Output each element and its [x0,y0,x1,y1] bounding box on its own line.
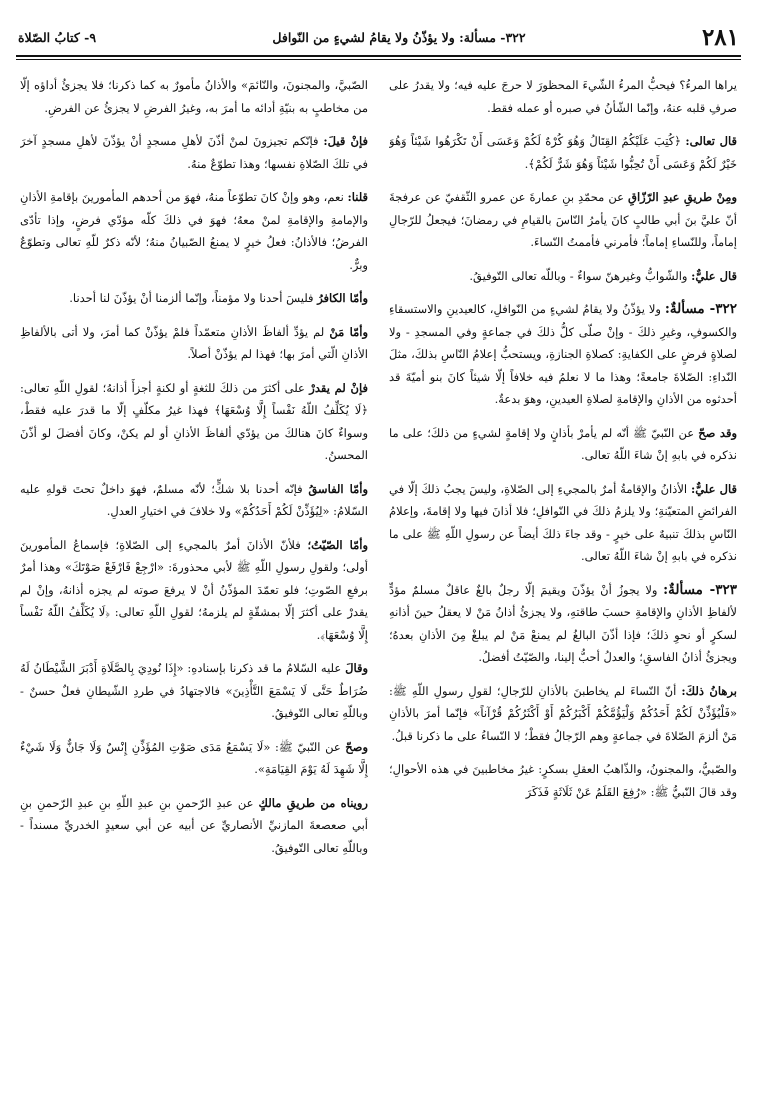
paragraph-text: ولا يجوزُ أنْ يؤذّنَ ويقيمَ إلّا رجلٌ بالغٌ عاقلٌ مسلمٌ مؤدٍّ لألفاظِ الأذانِ والإقامةِ حسبَ طاقتهِ، ولا يجزئُ أذانُ مَنْ لا يعقلُ حينَ أذانهِ لسكرٍ أو نحوِ ذلكَ؛ فإذا أذّنَ البالغُ لم يمنعْ مَنْ لم يبلغْ مِنَ الأذانِ بعدهُ؛ ويجزئُ أذانُ الفاسقِ؛ والعدلُ أحبُّ إلينا، والصّيّتُ أفضلُ. [389,582,737,664]
paragraph [20,736,368,781]
paragraph-lead: فإنْ لم يقدرْ [309,380,368,395]
paragraph [20,130,368,175]
paragraph [389,478,737,568]
left-column [20,74,368,1094]
paragraph-text: والشّوابُّ وغيرهنّ سواءٌ - وباللّه تعالى التّوفيقُ. [469,268,688,283]
right-column [389,74,737,1094]
paragraph-text: والصّبيُّ، والمجنونُ، والذّاهبُ العقلِ بسكرٍ: غيرُ مخاطبينَ في هذه الأحوالِ؛ وقد قالَ النّبيُّ ﷺ: «رُفِعَ القَلَمُ عَنْ ثَلَاثَةٍ فَذَكَرَ [389,762,737,799]
paragraph [389,130,737,175]
paragraph [20,377,368,467]
paragraph [389,298,737,411]
paragraph-lead: وقد صحّ [698,425,737,440]
paragraph-text: لم يؤدِّ ألفاظَ الأذانِ متعمّداً فلمْ يؤذّنْ كما أمرَ، ولا أتى بالألفاظِ الأذانِ الّتي أمرَ بها؛ فهذا لم يؤذّنْ أصلاً. [20,324,368,361]
paragraph-text: ﴿كُتِبَ عَلَيْكُمُ القِتَالُ وَهُوَ كُرْهٌ لَكُمْ وَعَسَى أَنْ تَكْرَهُوا شَيْئاً وَهُوَ خَيْرٌ لَكُمْ وَعَسَى أَنْ تُحِبُّوا شَيْئاً وَهُوَ شَرٌّ لَكُمْ﴾. [389,134,737,171]
paragraph [389,422,737,467]
paragraph [20,321,368,366]
paragraph-lead: ٣٢٢- مسألةٌ: [664,301,737,317]
paragraph-lead: وأمّا مَنْ [329,324,368,339]
paragraph [389,758,737,803]
running-title: ٣٢٢- مسألة: ولا يؤذّنُ ولا يقامُ لشيءٍ من النّوافل [272,29,526,45]
paragraph [20,478,368,523]
paragraph-lead: وأمّا الصّيّتُ؛ [307,537,368,552]
paragraph [389,74,737,119]
paragraph-lead: وأمّا الفاسقُ [308,481,368,496]
paragraph-text: عن النّبيّ ﷺ أنّه لم يأمرْ بأذانٍ ولا إقامةٍ لشيءٍ من ذلكَ؛ على ما نذكره في بابهِ إنْ شاءَ اللّهُ تعالى. [389,425,737,462]
paragraph [389,680,737,748]
page-header [18,22,739,52]
page-number: ٢٨١ [701,23,739,51]
paragraph [389,579,737,669]
paragraph-text: فليسَ أحدنا ولا مؤمناً، وإنّما ألزمنا أنْ يؤذّنَ لنا أحدنا. [69,291,314,305]
paragraph-text: عن عبدِ الرّحمنِ بنِ عبدِ اللّهِ بنِ عبدِ الرّحمنِ بنِ أبي صعصعةَ المازنيِّ الأنصاريِّ عن أبيه عن أبي سعيدٍ الخدريِّ مسنداً - وباللّهِ تعالى التّوفيقُ. [20,795,368,855]
paragraph-text: يراها المرءُ؟ فيحبُّ المرءُ الشّيءَ المحظورَ لا حرجَ عليه فيه؛ ولا يقدرُ على صرفِ قلبه عنهُ، وإنّما الشّأنُ في صبره أو عمله فقط. [389,78,737,115]
paragraph-lead: ومِنْ طريقِ عبدِ الرّزّاقِ [628,190,737,204]
paragraph-text: الصّبيَّ، والمجنونَ، والنّائمَ» والأذانُ مأمورٌ به كما ذكرنا؛ فلا يجزئُ أداؤه إلّا من مخاطبٍ به بنيّةِ أدائه ما أمرَ به، وغيرُ الفرضِ لا يجزئُ عن الفرضِ. [20,78,368,115]
header-rule-thin [16,59,741,60]
paragraph-lead: قال تعالى: [685,134,737,148]
paragraph-text: عليه السّلامُ ما قد ذكرنا بإسنادهِ: «إِذَا نُودِيَ بِالصَّلَاةِ أَدْبَرَ الشَّيْطَانُ لَهُ ضُرَاطٌ حَتَّى لَا يَسْمَعَ التَّأْذِينَ» فالاجتهادُ في طردِ الشّيطانِ فعلٌ حسنٌ - وباللّهِ تعالى التّوفيقُ. [20,661,368,720]
paragraph [20,657,368,725]
paragraph-lead: قال عليٌّ: [691,268,737,283]
paragraph-text: فإنّكم تجيزونَ لمنْ أذّنَ لأهلِ مسجدٍ أنْ يؤذّنَ لأهلِ مسجدٍ آخرَ في تلكَ الصّلاةِ نفسها؛ وهذا تطوّعٌ منهُ. [20,134,368,171]
paragraph-text: عن محمّدِ بنِ عمارةَ عن عمرو الثّقفيّ عن عرفجةَ أنّ عليَّ بنَ أبي طالبٍ كانَ يأمرُ النّاسَ بالقيامِ في رمضانَ؛ فيجعلُ للرّجالِ إماماً، وللنّساءِ إماماً؛ فأمرني فأممتُ النّساءَ. [389,190,737,249]
header-rule-thick [16,55,741,57]
paragraph-lead: وأمّا الكافرُ [317,291,368,305]
paragraph-lead: قال عليٌّ: [690,481,737,496]
paragraph [20,74,368,119]
paragraph-lead: وقالَ [345,661,368,675]
paragraph-lead: قلنا: [347,190,368,204]
paragraph [20,534,368,647]
paragraph [389,265,737,288]
paragraph-text: الأذانُ والإقامةُ أمرٌ بالمجيءِ إلى الصّلاةِ، وليسَ يجبُ ذلكَ إلّا في الفرائضِ المتعيّنةِ؛ ولا يلزمُ ذلكَ في النّوافلِ؛ فلا أذانَ فيها ولا إقامةَ، وإعلامُ النّاسِ بذلكَ تنبيهٌ على خيرٍ - وقد جاءَ ذلكَ أيضاً عن رسولِ اللّهِ ﷺ على ما نذكره في بابهِ إنْ شاءَ اللّهُ تعالى. [389,481,737,563]
paragraph-lead: فإنْ قيلَ: [323,134,368,148]
paragraph-lead: رويناه من طريقِ مالكٍ [258,795,368,810]
paragraph-lead: ٣٢٣- مسألةٌ: [663,581,737,598]
paragraph-lead: برهانُ ذلكَ: [681,683,737,698]
paragraph [389,186,737,254]
paragraph-lead: وصحّ [345,739,368,754]
paragraph [20,792,368,860]
paragraph-text: عن النّبيّ ﷺ: «لَا يَسْمَعُ مَدَى صَوْتِ المُؤَذِّنِ إِنْسٌ وَلَا جَانٌّ وَلَا شَيْءٌ إِلَّا شَهِدَ لَهُ يَوْمَ القِيَامَةِ». [20,739,368,776]
paragraph-text: فلأنّ الأذانَ أمرٌ بالمجيءِ إلى الصّلاةِ؛ فإسماعُ المأمورينَ أولى؛ ولقولِ رسولِ اللّهِ ﷺ لأبي محذورةَ: «ارْجِعْ فَارْفَعْ صَوْتَكَ» وهذا أمرٌ برفعِ الصّوتِ؛ فلو تعمّدَ المؤذّنُ أنْ لا يرفعَ صوته لم يجزه أذانهُ، وإنْ لم يقدرْ على أكثرَ إلّا بمشقّةٍ لم يلزمهُ؛ لقولِ اللّهِ تعالى: ﴿لَا يُكَلِّفُ اللّهُ نَفْساً إِلَّا وُسْعَهَا﴾. [20,537,368,642]
paragraph-text: أنّ النّساءَ لم يخاطبنَ بالأذانِ للرّجالِ؛ لقولِ رسولِ اللّهِ ﷺ: «فَلْيُؤَذِّنْ لَكُمْ أَحَدُكُمْ وَلْيَؤُمَّكُمْ أَكْبَرُكُمْ أَوْ أَكْثَرُكُمْ قُرْآناً» فإنّما أمرَ بالأذانِ مَنْ ألزمَ الصّلاةَ في جماعةٍ وهم الرّجالُ فقطْ؛ لا النّساءُ على ما ذكرنا قبلُ. [389,683,737,743]
book-title: ٩- كتابُ الصّلاة [18,29,97,45]
paragraph-text: نعم، وهو وإنْ كانَ تطوّعاً منهُ، فهوَ من أحدهم المأمورينَ بإقامةِ الأذانِ والإمامةِ والإقامةِ لمنْ معهُ؛ فهوَ في ذلكَ كلّه مؤدّي فرضٍ، وإذا تأدّى الفرضُ؛ فالأذانُ: فعلُ خيرٍ لا يمنعُ الصّبيانُ منهُ؛ لأنّه ذكرٌ للّهِ تعالى وتطوّعٌ وبرٌّ. [20,190,368,272]
paragraph [20,287,368,310]
paragraph-text: على أكثرَ من ذلكَ للثغةٍ أو لكنةٍ أجزأَ أذانهُ؛ لقولِ اللّهِ تعالى: ﴿لَا يُكَلِّفُ اللّهُ نَفْساً إِلَّا وُسْعَهَا﴾ فهذا غيرُ مكلّفٍ إلّا ما قدرَ عليه فقطْ، وسواءٌ كانَ هنالكَ من يؤدّي ألفاظَ الأذانِ أو لم يكنْ، وكانَ أفضلَ لو أذّنَ المحسنُ. [20,380,368,462]
paragraph-text: ولا يؤذّنُ ولا يقامُ لشيءٍ من النّوافلِ، كالعيدينِ والاستسقاءِ والكسوفِ، وغيرِ ذلكَ - وإنْ صلّى كلُّ ذلكَ في جماعةٍ وفي المسجدِ - ولا لصلاةٍ فرضٍ على الكفايةِ: كصلاةِ الجنازةِ، ويستحبُّ إعلامُ النّاسِ بذلكَ، مثلَ النّداءِ: الصّلاةَ جامعةً؛ وهذا ما لا نعلمُ فيه خلافاً إلّا شيئاً كانَ بنو أميّةَ قد أحدثوه من الأذانِ والإقامةِ لصلاةِ العيدينِ، وهوَ بدعةٌ. [389,302,737,406]
paragraph [20,186,368,276]
paragraph-text: فإنّه أحدنا بلا شكٍّ؛ لأنّه مسلمٌ، فهوَ داخلٌ تحتَ قولهِ عليه السّلامُ: «لِيُؤَذِّنْ لَكُمْ أَحَدُكُمْ» ولا خلافَ في اختيارِ العدلِ. [20,481,368,518]
